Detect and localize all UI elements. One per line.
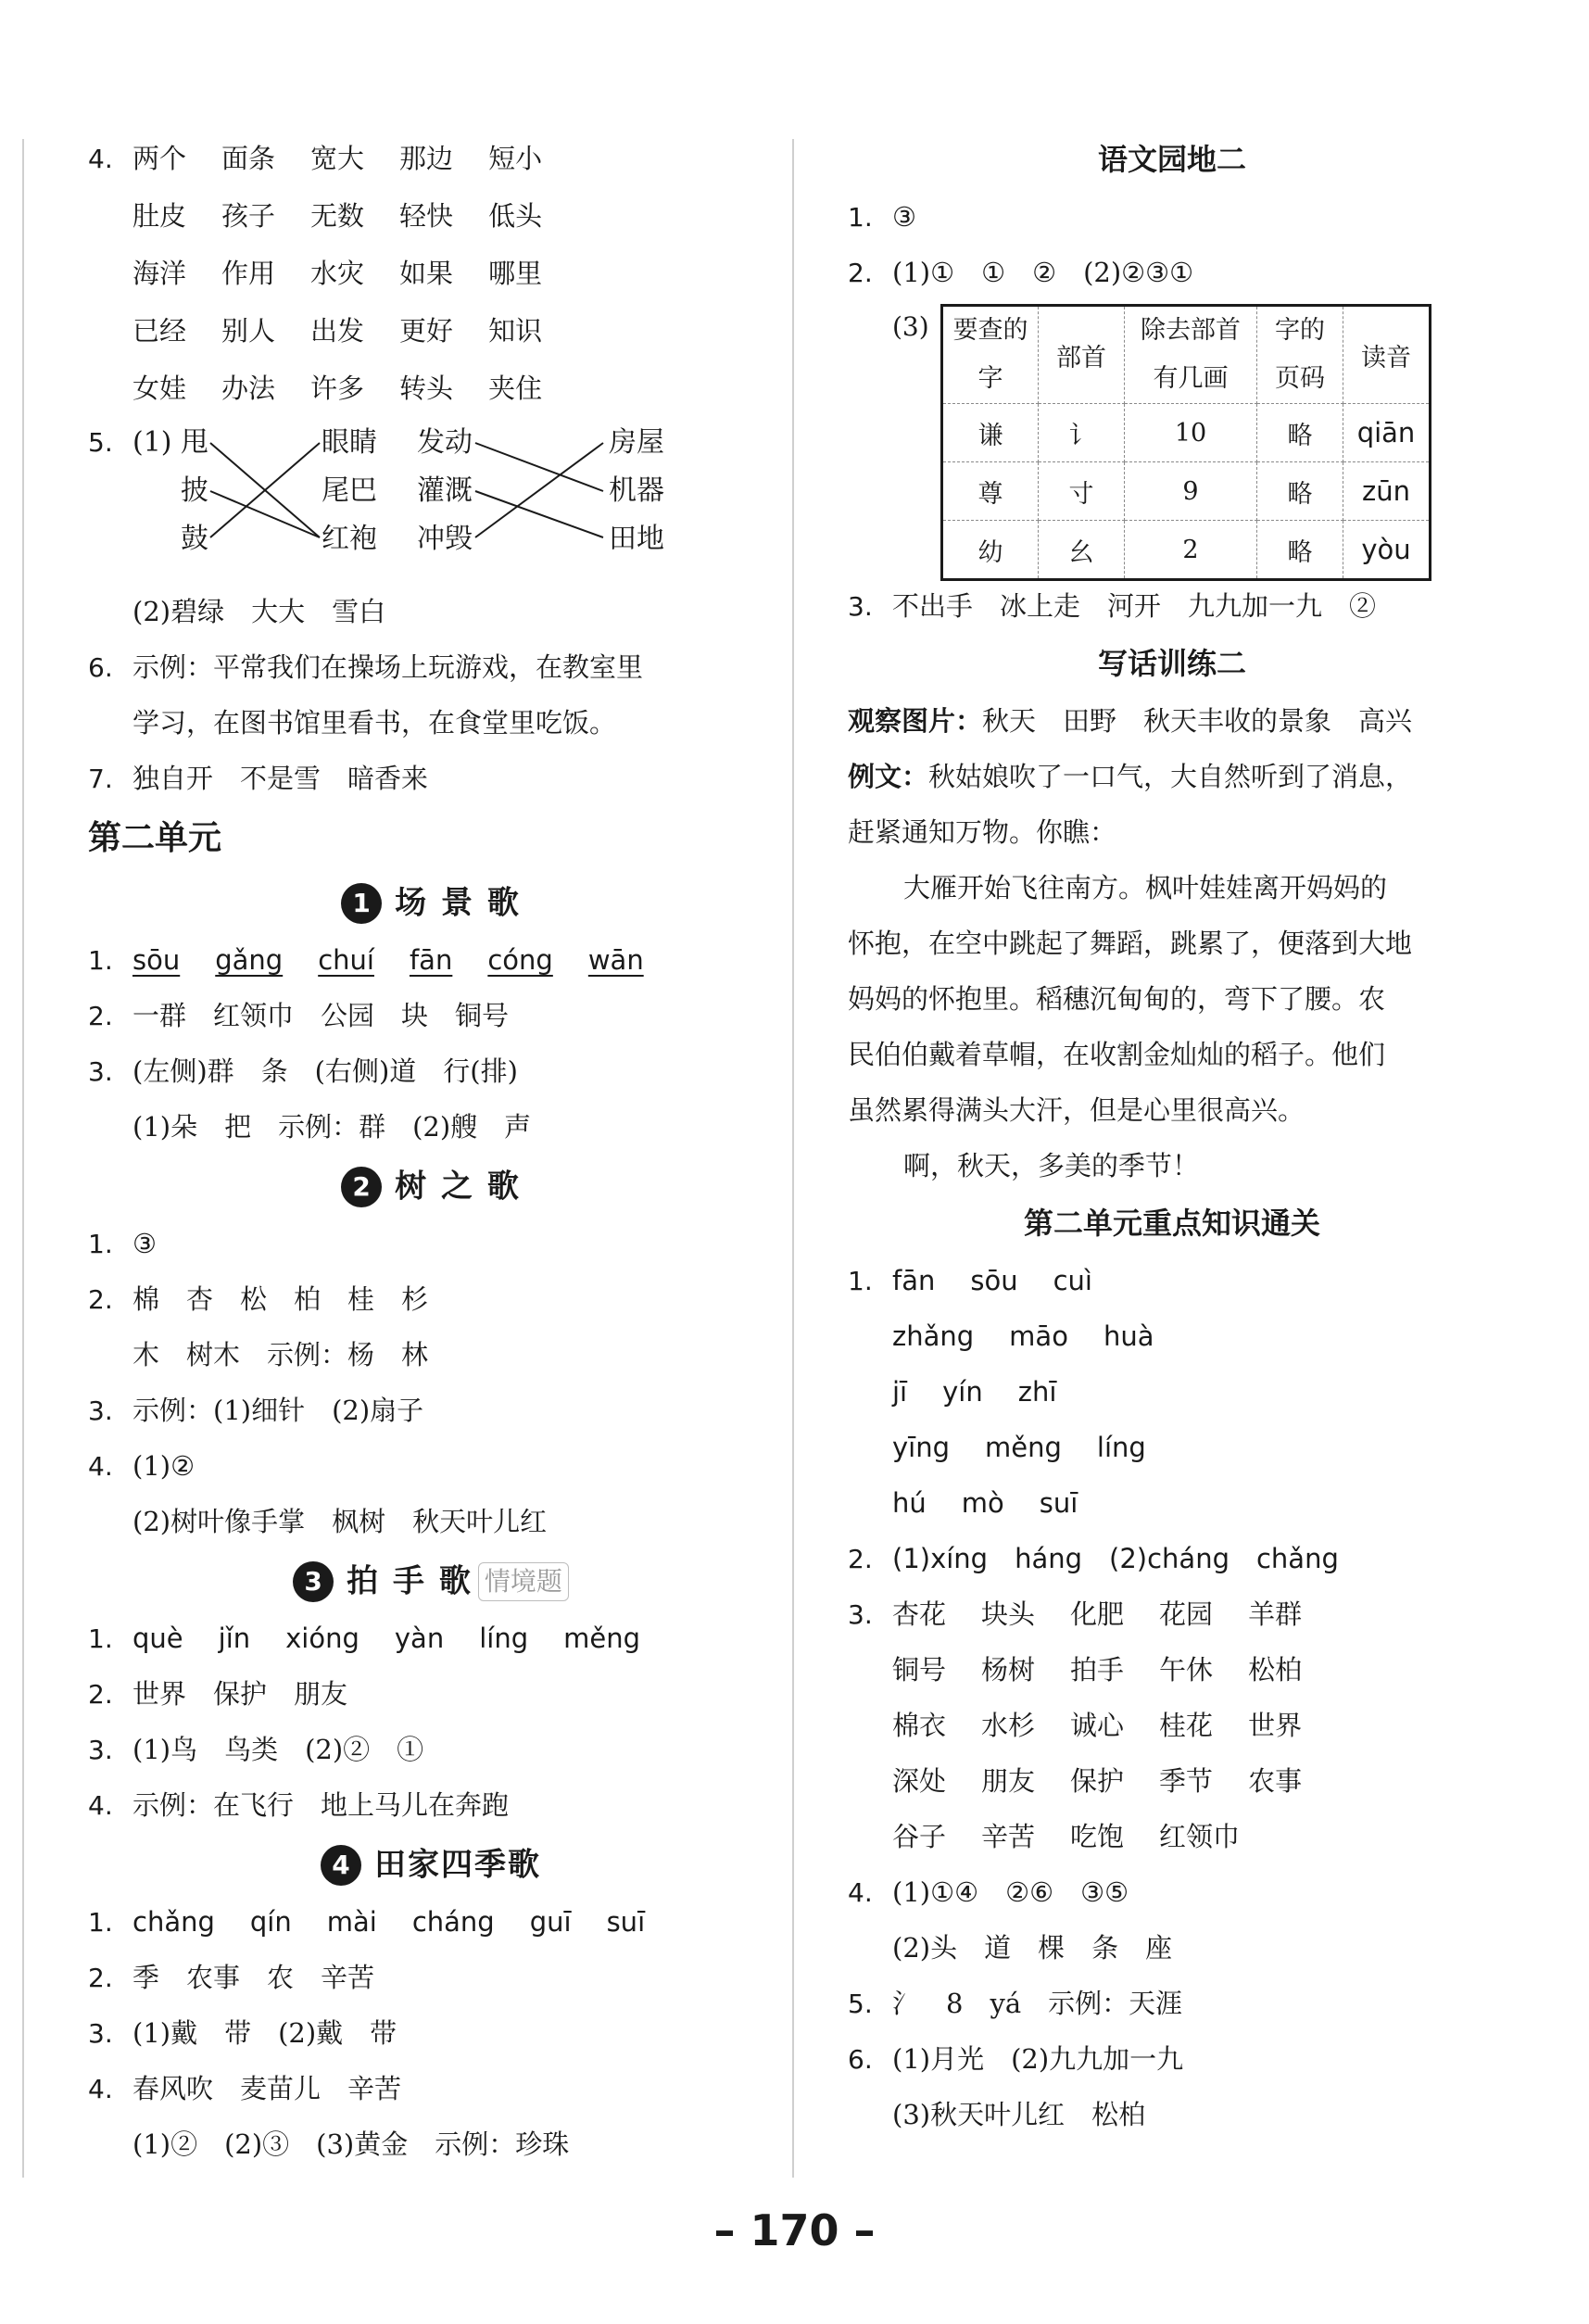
lesson-number-badge: 2: [341, 1167, 382, 1207]
example-p2-l4: 民伯伯戴着草帽，在收割金灿灿的稻子。他们: [848, 1039, 1386, 1070]
k-q3-row4: 深处 朋友 保护 季节 农事: [892, 1765, 1303, 1797]
lesson-number-badge: 3: [293, 1561, 334, 1602]
table-header: 除去部首有几画: [1125, 306, 1257, 404]
k-q5: 5. 氵 8 yá 示例：天涯: [848, 1988, 1183, 2019]
l2-q4b: (2)树叶像手掌 枫树 秋天叶儿红: [132, 1506, 548, 1537]
k-q1-row3: jī yín zhī: [892, 1376, 1057, 1408]
lesson-1-title: 1 场 景 歌: [88, 871, 774, 932]
section-title-xiehua: 写话训练二: [1097, 646, 1246, 681]
table-header: 字的页码: [1257, 306, 1343, 404]
k-q3-row3: 棉衣 水杉 诚心 桂花 世界: [892, 1710, 1303, 1741]
l4-q4a: 4. 春风吹 麦苗儿 辛苦: [88, 2073, 402, 2104]
r-q3: 3. 不出手 冰上走 河开 九九加一九 ②: [848, 590, 1377, 622]
q4-row-3: 海洋 作用 水灾 如果 哪里: [132, 258, 543, 289]
right-column: [848, 130, 1496, 2142]
k-q1-row1: 1. fān sōu cuì: [848, 1265, 1092, 1296]
k-q2: 2. (1)xíng háng (2)cháng chǎng: [848, 1543, 1339, 1574]
l3-q3: 3. (1)鸟 鸟类 (2)② ①: [88, 1734, 424, 1765]
section-title-unit2-review: 第二单元重点知识通关: [1023, 1206, 1320, 1241]
q4-row-4: 已经 别人 出发 更好 知识: [132, 315, 543, 347]
k-q4b: (2)头 道 棵 条 座: [892, 1932, 1173, 1964]
match-line: [210, 491, 320, 537]
column-divider: [792, 139, 794, 2178]
l4-q1: 1. chǎng qín mài cháng guī suī: [88, 1906, 646, 1938]
l4-q2: 2. 季 农事 农 辛苦: [88, 1962, 375, 1993]
q4-row-2: 肚皮 孩子 无数 轻快 低头: [132, 200, 543, 232]
q6-line1: 6. 示例：平常我们在操场上玩游戏，在教室里: [88, 651, 644, 683]
example-p2-l2: 怀抱，在空中跳起了舞蹈，跳累了，便落到大地: [848, 928, 1413, 959]
q5-matching: 5. (1) 甩 披 鼓 眼睛 尾巴 红袍 发动 灌溉 冲毁 房屋 机器 田地: [88, 417, 774, 584]
l2-q1: 1. ③: [88, 1228, 157, 1259]
table-header: 部首: [1039, 306, 1125, 404]
l1-q3b: (1)朵 把 示例：群 (2)艘 声: [132, 1111, 532, 1143]
l2-q2a: 2. 棉 杏 松 柏 桂 杉: [88, 1283, 429, 1315]
matching-lines: [88, 417, 774, 584]
q4-row-1: 4. 两个 面条 宽大 那边 短小: [88, 143, 543, 174]
k-q1-row4: yīng měng líng: [892, 1432, 1146, 1463]
dictionary-table: [940, 304, 1431, 581]
section-title-yuwen-yuandi: 语文园地二: [1097, 142, 1246, 177]
l3-q1: 1. què jǐn xióng yàn líng měng: [88, 1623, 641, 1654]
l2-q2b: 木 树木 示例：杨 林: [132, 1339, 429, 1370]
match-line: [475, 491, 603, 537]
k-q1-row5: hú mò suī: [892, 1487, 1078, 1519]
example-p2-l1: 大雁开始飞往南方。枫叶娃娃离开妈妈的: [903, 872, 1388, 903]
k-q6a: 6. (1)月光 (2)九九加一九: [848, 2043, 1184, 2075]
observe-pictures: 观察图片：秋天 田野 秋天丰收的景象 高兴: [848, 705, 1413, 737]
table-header: 读音: [1343, 306, 1431, 404]
table-header: 要查的字: [942, 306, 1039, 404]
left-column: [88, 130, 774, 2172]
table-row: 尊 寸 9 略 zūn: [942, 462, 1431, 521]
example-p2-l3: 妈妈的怀抱里。稻穗沉甸甸的，弯下了腰。农: [848, 983, 1386, 1015]
table-row: 谦 讠 10 略 qiān: [942, 404, 1431, 462]
q5-sub2: (2)碧绿 大大 雪白: [132, 596, 386, 627]
unit-title: 第二单元: [88, 819, 222, 857]
lesson-2-title: 2 树 之 歌: [88, 1155, 774, 1216]
k-q1-row2: zhǎng māo huà: [892, 1320, 1154, 1352]
lesson-3-title: 3 拍 手 歌 情境题: [88, 1549, 774, 1610]
l4-q3: 3. (1)戴 带 (2)戴 带: [88, 2017, 397, 2049]
k-q3-row1: 3. 杏花 块头 化肥 花园 羊群: [848, 1598, 1303, 1630]
table-row: 幼 幺 2 略 yòu: [942, 521, 1431, 580]
l2-q4a: 4. (1)②: [88, 1450, 195, 1482]
example-p2-l5: 虽然累得满头大汗，但是心里很高兴。: [848, 1094, 1305, 1126]
l1-q1: 1. sōu gǎng chuí fān cóng wān: [88, 944, 644, 976]
l1-q2: 2. 一群 红领巾 公园 块 铜号: [88, 1000, 510, 1031]
k-q6b: (3)秋天叶儿红 松柏: [892, 2099, 1146, 2130]
match-line: [475, 443, 603, 537]
k-q4a: 4. (1)①④ ②⑥ ③⑤: [848, 1876, 1129, 1908]
example-line1: 例文：秋姑娘吹了一口气，大自然听到了消息，: [848, 761, 1413, 792]
q4-row-5: 女娃 办法 许多 转头 夹住: [132, 373, 543, 404]
l2-q3: 3. 示例：(1)细针 (2)扇子: [88, 1395, 424, 1426]
l4-q4b: (1)② (2)③ (3)黄金 示例：珍珠: [132, 2128, 570, 2160]
l3-q2: 2. 世界 保护 朋友: [88, 1678, 348, 1710]
lesson-number-badge: 4: [321, 1845, 361, 1886]
q7: 7. 独自开 不是雪 暗香来: [88, 763, 429, 794]
l3-q4: 4. 示例：在飞行 地上马儿在奔跑: [88, 1789, 510, 1821]
situation-tag: 情境题: [478, 1562, 569, 1601]
l1-q3a: 3. (左侧)群 条 (右侧)道 行(排): [88, 1055, 518, 1087]
r-q1: 1. ③: [848, 201, 916, 233]
q6-line2: 学习，在图书馆里看书，在食堂里吃饭。: [132, 707, 617, 739]
top-band: [0, 0, 1589, 111]
match-line: [475, 443, 603, 491]
example-line2: 赶紧通知万物。你瞧：: [848, 816, 1117, 848]
lesson-4-title: 4 田家四季歌: [88, 1833, 774, 1894]
left-margin-rule: [22, 139, 24, 2178]
k-q3-row2: 铜号 杨树 拍手 午休 松柏: [892, 1654, 1303, 1686]
example-p3: 啊，秋天，多美的季节！: [903, 1150, 1200, 1181]
dictionary-table-block: (3) 要查的字 部首 除去部首有几画 字的页码 读音 谦 讠 10 略 qiān 尊 寸 9 略 zūn 幼 幺 2 略 yòu: [848, 304, 1496, 578]
k-q3-row5: 谷子 辛苦 吃饱 红领巾: [892, 1821, 1241, 1852]
r-q2: 2. (1)① ① ② (2)②③①: [848, 257, 1194, 288]
page-number: – 170 –: [713, 2205, 876, 2255]
lesson-number-badge: 1: [341, 883, 382, 924]
